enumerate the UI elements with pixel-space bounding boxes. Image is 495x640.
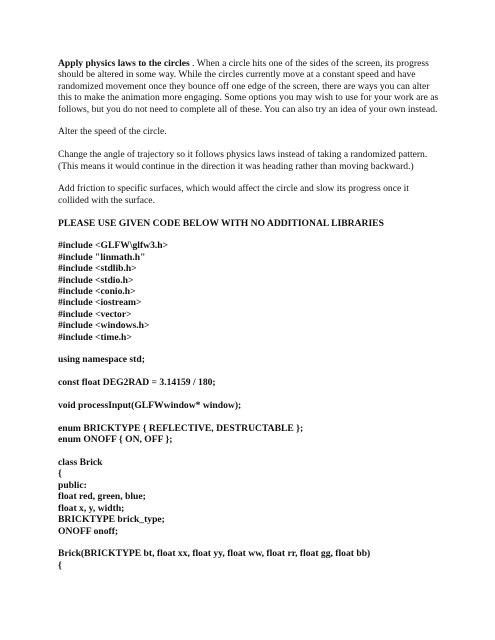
code-line: float red, green, blue; (58, 491, 146, 503)
code-line: Brick(BRICKTYPE bt, float xx, float yy, float ww, float rr, float gg, float bb) (58, 548, 371, 560)
code-line: #include "linmath.h" (58, 251, 146, 263)
code-block (58, 457, 440, 537)
option-speed: Alter the speed of the circle. (58, 126, 167, 138)
code-line: #include <time.h> (58, 331, 132, 343)
code-notice: PLEASE USE GIVEN CODE BELOW WITH NO ADDITIONAL LIBRARIES (58, 217, 384, 229)
code-listing (58, 240, 440, 571)
code-line: enum ONOFF { ON, OFF }; (58, 434, 173, 446)
code-line: const float DEG2RAD = 3.14159 / 180; (58, 377, 216, 389)
code-line: #include <vector> (58, 308, 132, 320)
code-block (58, 400, 440, 411)
code-block (58, 548, 440, 571)
code-line: using namespace std; (58, 354, 145, 366)
code-block (58, 423, 440, 446)
intro-body: . When a circle hits one of the sides of the screen, its progress should be altered in some way. While the circles currently move at a constant speed and have randomized movement once they bounce off one edge of the screen, there are ways you can alter this to make the animation more engaging. Some options you may wish to use for your work are as follows, but you do not need to complete all of these. You can also try an idea of your own instead. (58, 58, 439, 115)
document-page (58, 58, 440, 583)
code-block (58, 377, 440, 388)
option-friction: Add friction to specific surfaces, which would affect the circle and slow its progress once it collided with the surface. (58, 183, 409, 206)
intro-lead: Apply physics laws to the circles (58, 58, 190, 69)
code-line: class Brick (58, 457, 103, 469)
code-line: public: (58, 479, 87, 491)
code-line: { (58, 559, 62, 571)
code-line: #include <conio.h> (58, 286, 136, 298)
code-line: { (58, 468, 62, 480)
code-line: float x, y, width; (58, 502, 125, 514)
code-block (58, 354, 440, 365)
code-block (58, 240, 440, 343)
code-line: void processInput(GLFWwindow* window); (58, 400, 242, 412)
code-line: #include <iostream> (58, 297, 142, 309)
code-line: enum BRICKTYPE { REFLECTIVE, DESTRUCTABLE }; (58, 422, 304, 434)
intro-paragraph (58, 58, 440, 115)
code-line: BRICKTYPE brick_type; (58, 514, 165, 526)
code-line: #include <stdio.h> (58, 274, 134, 286)
code-line: #include <stdlib.h> (58, 263, 137, 275)
code-line: #include <windows.h> (58, 320, 150, 332)
code-line: #include <GLFW\glfw3.h> (58, 240, 169, 252)
code-line: ONOFF onoff; (58, 525, 119, 537)
option-trajectory: Change the angle of trajectory so it follows physics laws instead of taking a randomized pattern. (This means it would continue in the direction it was heading rather than moving backward.) (58, 149, 428, 172)
